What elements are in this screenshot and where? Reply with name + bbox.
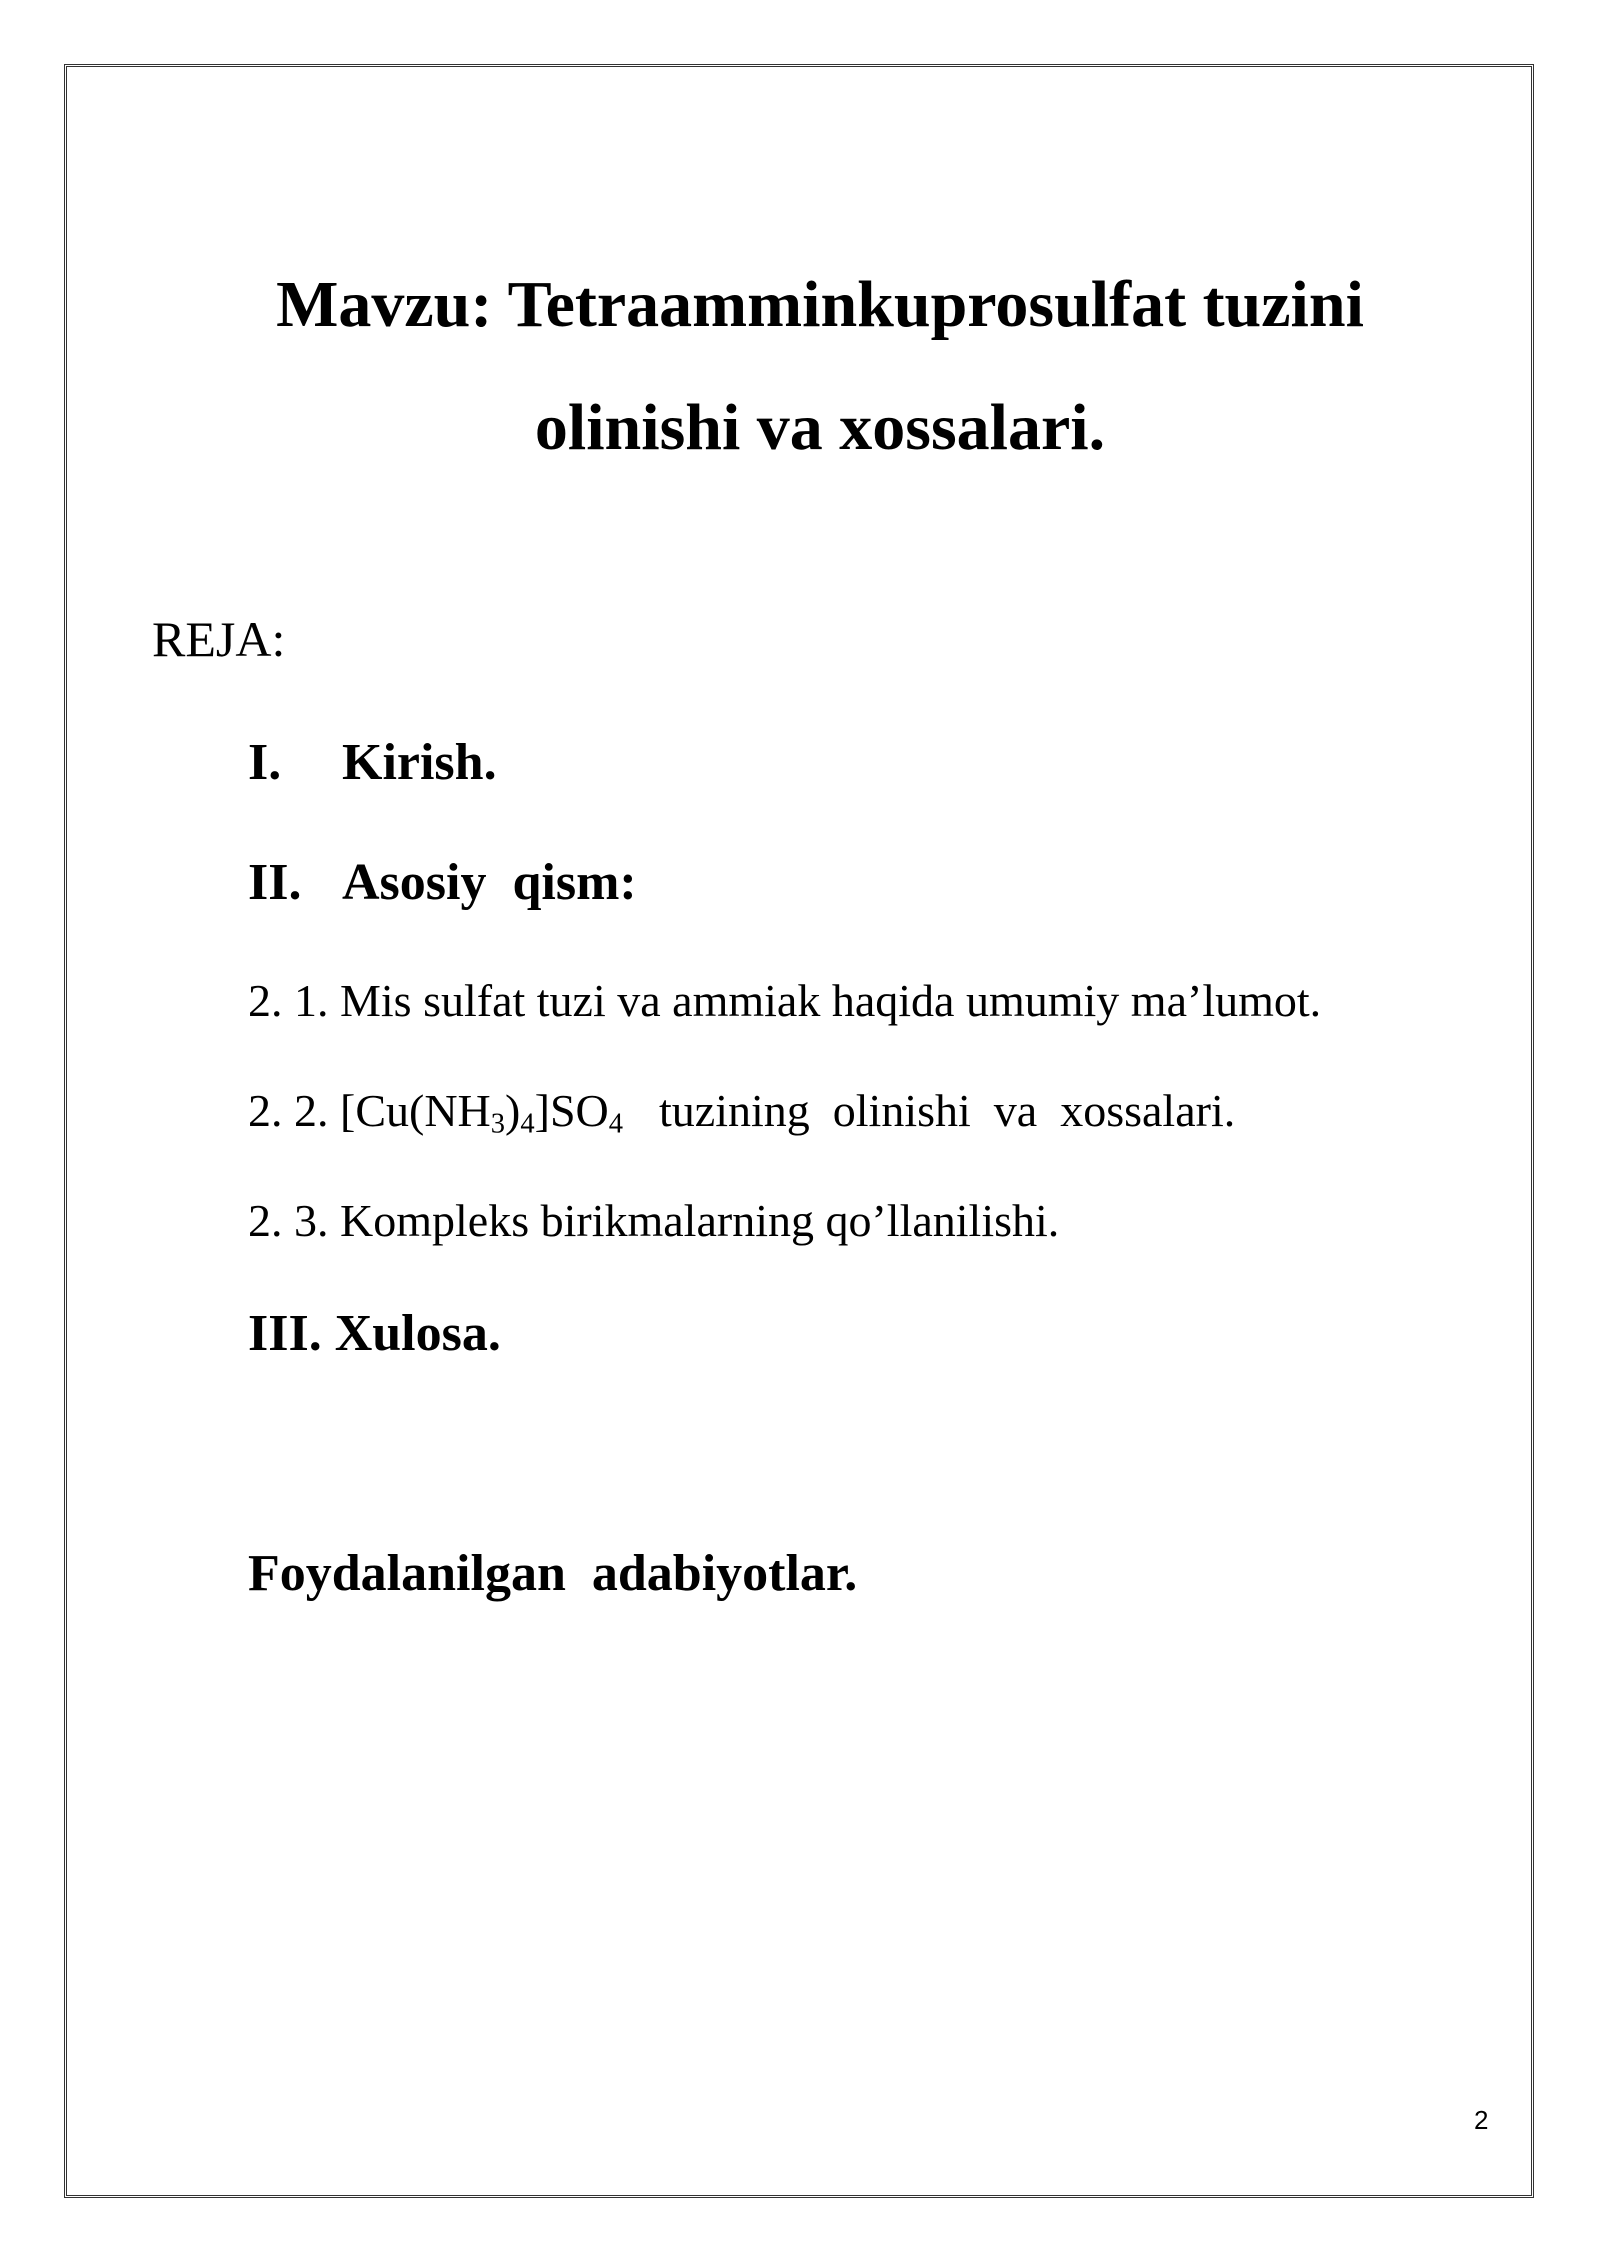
formula-subscript: 4 [520, 1108, 535, 1140]
section-text: Asosiy qism: [342, 854, 637, 911]
section-number: II. [248, 854, 302, 911]
section-text: Kirish. [342, 734, 497, 791]
formula-part: ) [505, 1085, 521, 1136]
plan-references: Foydalanilgan adabiyotlar. [248, 1545, 858, 1602]
formula-part: ]SO [534, 1085, 609, 1136]
plan-subsection-2-2 [248, 1085, 1236, 1140]
formula-part: 2. 2. [Cu(NH [248, 1085, 491, 1136]
subsection-text: tuzining olinishi va xossalari. [659, 1085, 1236, 1136]
plan-subsection-2-1: 2. 1. Mis sulfat tuzi va ammiak haqida umumiy ma’lumot. [248, 975, 1322, 1026]
formula-subscript: 4 [608, 1108, 624, 1140]
plan-section-conclusion: III. Xulosa. [248, 1305, 501, 1362]
plan-section-main-part [248, 854, 637, 911]
plan-heading: REJA: [152, 611, 286, 667]
document-title-line-1: Mavzu: Tetraamminkuprosulfat tuzini [276, 268, 1364, 341]
plan-subsection-2-3: 2. 3. Kompleks birikmalarning qo’llanilishi. [248, 1195, 1060, 1246]
document-title-line-2: olinishi va xossalari. [534, 391, 1106, 464]
section-number: I. [248, 734, 282, 791]
plan-section-introduction [248, 734, 497, 791]
formula-subscript: 3 [490, 1108, 506, 1140]
page-number: 2 [1474, 2105, 1489, 2135]
